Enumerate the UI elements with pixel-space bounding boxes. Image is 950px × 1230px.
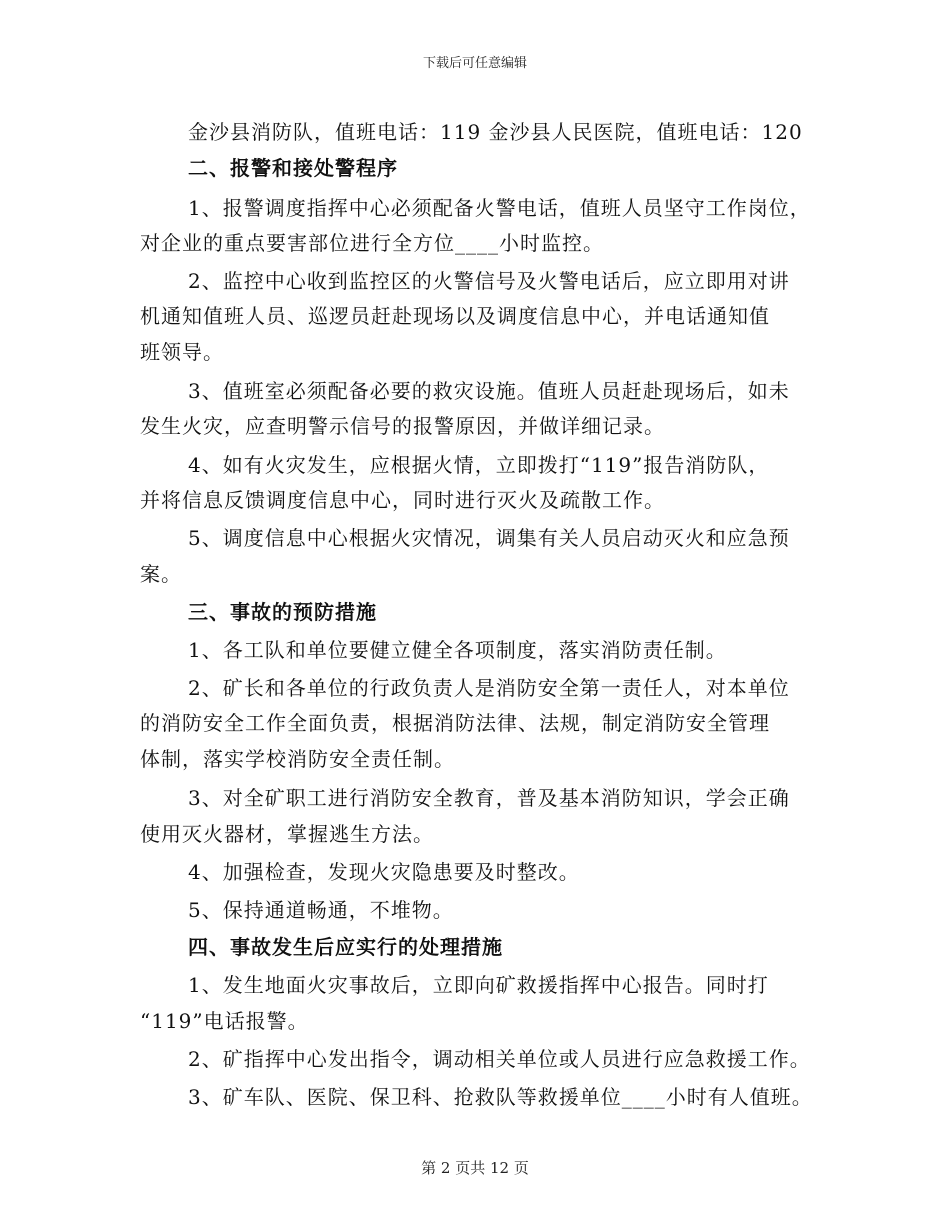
paragraph-line: 1、发生地面火灾事故后，立即向矿救援指挥中心报告。同时打	[188, 973, 769, 997]
paragraph-line: 使用灭火器材，掌握逃生方法。	[140, 822, 434, 846]
paragraph-line: 3、矿车队、医院、保卫科、抢救队等救援单位____小时有人值班。	[188, 1085, 813, 1109]
paragraph-line: 体制，落实学校消防安全责任制。	[140, 747, 455, 771]
paragraph-line: 2、矿长和各单位的行政负责人是消防安全第一责任人，对本单位	[188, 676, 790, 700]
section-heading-2: 二、报警和接处警程序	[188, 156, 398, 180]
paragraph-line: 2、矿指挥中心发出指令，调动相关单位或人员进行应急救援工作。	[188, 1047, 811, 1071]
paragraph-line: 1、各工队和单位要健立健全各项制度，落实消防责任制。	[188, 638, 727, 662]
paragraph-line: 4、加强检查，发现火灾隐患要及时整改。	[188, 860, 580, 884]
paragraph-line: 1、报警调度指挥中心必须配备火警电话，值班人员坚守工作岗位，	[188, 196, 811, 220]
paragraph-line: 4、如有火灾发生，应根据火情，立即拨打“119”报告消防队，	[188, 453, 770, 477]
paragraph-line: 并将信息反馈调度信息中心，同时进行灭火及疏散工作。	[140, 488, 665, 512]
paragraph-line: 5、保持通道畅通，不堆物。	[188, 898, 454, 922]
paragraph-line: 3、对全矿职工进行消防安全教育，普及基本消防知识，学会正确	[188, 786, 790, 810]
paragraph-line: 2、监控中心收到监控区的火警信号及火警电话后，应立即用对讲	[188, 269, 790, 293]
paragraph-line: 5、调度信息中心根据火灾情况，调集有关人员启动灭火和应急预	[188, 526, 790, 550]
paragraph-line: 对企业的重点要害部位进行全方位____小时监控。	[140, 231, 604, 255]
paragraph-line: 案。	[140, 562, 182, 586]
contact-line: 金沙县消防队，值班电话：119 金沙县人民医院，值班电话：120	[188, 120, 803, 144]
paragraph-line: “119”电话报警。	[140, 1009, 309, 1033]
paragraph-line: 的消防安全工作全面负责，根据消防法律、法规，制定消防安全管理	[140, 711, 770, 735]
paragraph-line: 班领导。	[140, 340, 224, 364]
section-heading-3: 三、事故的预防措施	[188, 600, 377, 624]
page-header: 下载后可任意编辑	[422, 56, 527, 71]
paragraph-line: 机通知值班人员、巡逻员赶赴现场以及调度信息中心，并电话通知值	[140, 304, 770, 328]
paragraph-line: 3、值班室必须配备必要的救灾设施。值班人员赶赴现场后，如未	[188, 379, 790, 403]
section-heading-4: 四、事故发生后应实行的处理措施	[188, 935, 503, 959]
page-footer: 第 2 页共 12 页	[421, 1159, 529, 1177]
paragraph-line: 发生火灾，应查明警示信号的报警原因，并做详细记录。	[140, 414, 665, 438]
